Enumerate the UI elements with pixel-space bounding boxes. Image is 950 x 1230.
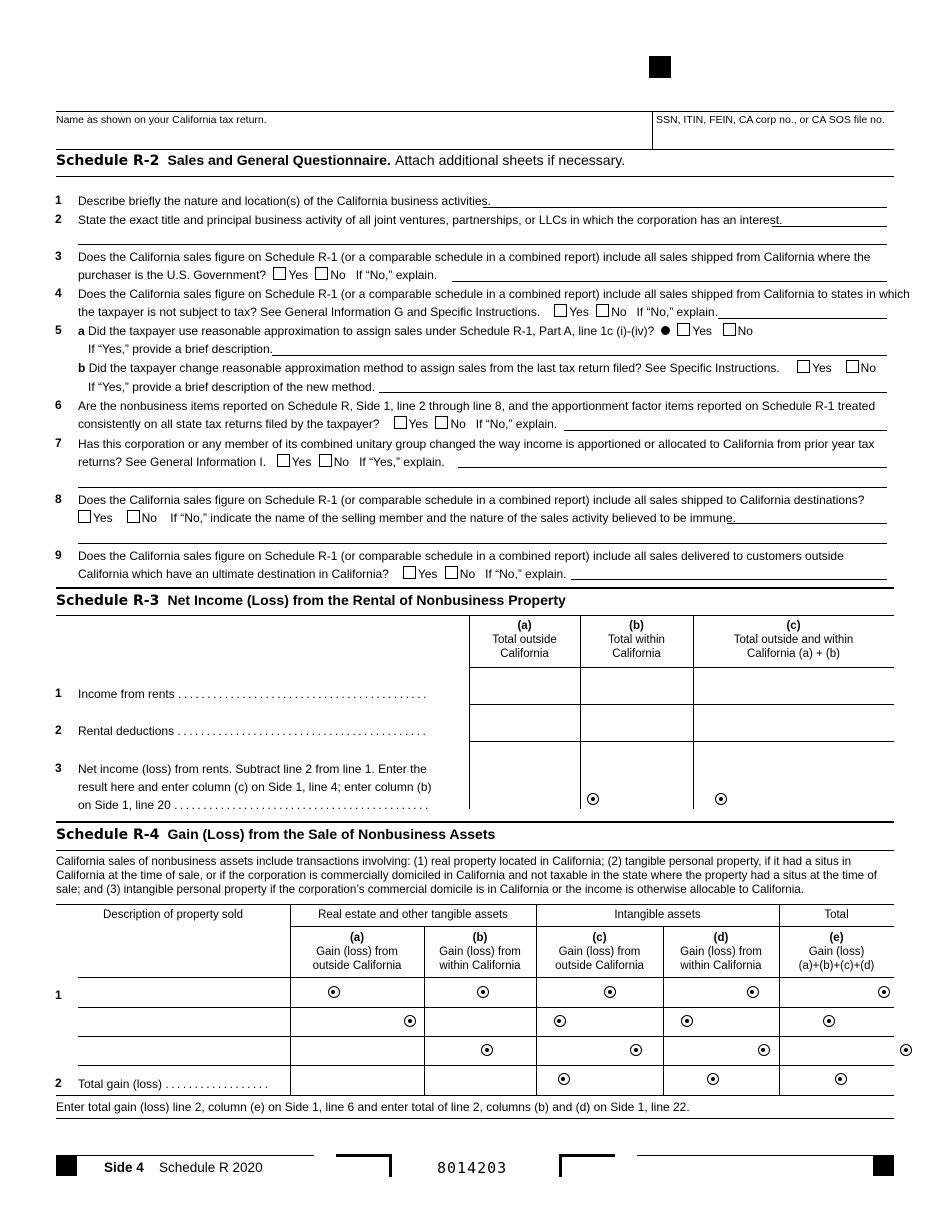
- q5a-text: Did the taxpayer use reasonable approximation to assign sales under Schedule R-1, Part A, line 1c (i)-(iv)?: [88, 324, 655, 338]
- r4-top-rule: [56, 821, 894, 823]
- r3-l1-leader: ...........................................: [178, 687, 429, 701]
- q3-no-checkbox[interactable]: [315, 267, 328, 280]
- r4-r1-a-radio[interactable]: [328, 986, 340, 998]
- r4-total-a-radio[interactable]: [558, 1073, 570, 1085]
- name-label: Name as shown on your California tax return.: [56, 114, 267, 126]
- r3-l2-text: Rental deductions: [78, 724, 175, 738]
- q7-text-2: returns? See General Information I.: [78, 455, 267, 469]
- r4-col-c-letter: (c): [592, 932, 607, 944]
- r2-code: Schedule R-2: [56, 153, 160, 169]
- r4-r1-e-radio[interactable]: [878, 986, 890, 998]
- r4-col-a-l1: Gain (loss) from: [316, 946, 398, 958]
- r3-l1-col-c-input[interactable]: [694, 668, 894, 703]
- footer-bracket-left: [336, 1154, 392, 1177]
- r3-l2-number: 2: [55, 723, 62, 737]
- r4-r1-c-radio[interactable]: [604, 986, 616, 998]
- q7-explain-label: If “Yes,” explain.: [359, 455, 445, 469]
- q5a-line: [78, 322, 753, 340]
- footer-side: Side 4: [104, 1160, 144, 1175]
- r4-heading-rule: [56, 850, 894, 851]
- id-label: SSN, ITIN, FEIN, CA corp no., or CA SOS file no.: [656, 114, 885, 126]
- q1-answer-line[interactable]: [483, 207, 887, 208]
- footer-form: Schedule R 2020: [159, 1160, 263, 1175]
- r4-row3-rule: [78, 1065, 894, 1066]
- r4-r3-d-radio[interactable]: [900, 1044, 912, 1056]
- q6-no-checkbox[interactable]: [435, 416, 448, 429]
- r3-l1-col-a-input[interactable]: [470, 668, 579, 703]
- id-input[interactable]: [654, 126, 894, 148]
- r4-total-c-radio[interactable]: [835, 1073, 847, 1085]
- r3-l2-col-a-input[interactable]: [470, 705, 579, 740]
- r4-total-rule: [56, 1095, 894, 1096]
- q5a-no-checkbox[interactable]: [723, 323, 736, 336]
- r4-header-rule: [78, 977, 894, 978]
- r4-row2-desc-input[interactable]: [78, 1009, 288, 1035]
- r2-title: Sales and General Questionnaire.: [167, 152, 391, 168]
- q5a-no-label: No: [737, 324, 753, 338]
- q3-no-label: No: [330, 268, 346, 282]
- q2-answer-line[interactable]: [772, 226, 887, 227]
- r4-real-header: Real estate and other tangible assets: [318, 909, 508, 921]
- r3-l1-text: Income from rents: [78, 687, 175, 701]
- r4-col-b-l2: within California: [439, 960, 521, 972]
- q5b-text-2: If “Yes,” provide a brief description of the new method.: [88, 380, 376, 394]
- q9-yes-label: Yes: [417, 567, 438, 581]
- q3-line-2: [78, 266, 437, 284]
- q8-answer-line-2[interactable]: [78, 543, 887, 544]
- q3-answer-line[interactable]: [452, 281, 887, 282]
- r4-intro: [56, 855, 894, 897]
- r3-col-b-letter: (b): [629, 620, 644, 632]
- r3-col-b-header: [580, 619, 693, 661]
- r3-l2-col-c-input[interactable]: [694, 705, 894, 740]
- bullet-icon: [661, 326, 670, 335]
- r4-intro-1: California sales of nonbusiness assets include transactions involving: (1) real property located in California; (2) tangible personal property, if it had a situs in: [56, 855, 852, 868]
- r3-l1-label: [78, 685, 429, 703]
- header-divider: [652, 111, 653, 149]
- footer-code: 8014203: [437, 1159, 508, 1177]
- q4-no-checkbox[interactable]: [596, 304, 609, 317]
- r4-row1-desc-input[interactable]: [78, 979, 288, 1006]
- q5-number: 5: [55, 323, 62, 337]
- r4-intro-2: California at the time of sale, or if the corporation is commercially domiciled in California and not taxable in the state where the property had a situs at the time of: [56, 869, 877, 882]
- q5b-letter: b: [78, 361, 86, 375]
- q4-explain-label: If “No,” explain.: [636, 305, 718, 319]
- q6-number: 6: [55, 398, 62, 412]
- r3-l1-number: 1: [55, 686, 62, 700]
- r4-code: Schedule R-4: [56, 827, 160, 843]
- q7-yes-checkbox[interactable]: [277, 454, 290, 467]
- r4-l2-number: 2: [55, 1076, 62, 1090]
- q2-number: 2: [55, 212, 62, 226]
- r4-col-d-letter: (d): [713, 932, 729, 944]
- q7-no-checkbox[interactable]: [319, 454, 332, 467]
- r3-l3-text-1: Net income (loss) from rents. Subtract line 2 from line 1. Enter the: [78, 762, 427, 776]
- r2-top-rule: [56, 149, 894, 150]
- q3-yes-checkbox[interactable]: [273, 267, 286, 280]
- r4-row1-rule: [78, 1007, 894, 1008]
- r4-heading: [56, 826, 495, 843]
- q5a-yes-checkbox[interactable]: [677, 323, 690, 336]
- r4-bottom-rule: [56, 1118, 894, 1119]
- r4-row3-desc-input[interactable]: [78, 1038, 288, 1064]
- r4-l2-leader: ..................: [165, 1077, 271, 1091]
- q4-answer-line[interactable]: [718, 318, 887, 319]
- r4-group-header-rule: [290, 926, 894, 927]
- r4-l2-label: [78, 1075, 270, 1093]
- r4-col-b-letter: (b): [472, 932, 488, 944]
- r3-top-rule: [56, 587, 894, 589]
- q5a-letter: a: [78, 324, 85, 338]
- r4-l2-text: Total gain (loss): [78, 1077, 163, 1091]
- header-top-rule: [56, 111, 894, 112]
- r4-r2-a-radio[interactable]: [404, 1015, 416, 1027]
- r4-table-top-rule: [56, 904, 894, 905]
- r4-col-c-header: [536, 931, 663, 973]
- footer-bracket-right: [559, 1154, 615, 1177]
- r4-col-e-letter: (e): [829, 932, 844, 944]
- q3-yes-label: Yes: [288, 268, 309, 282]
- r3-l3-text-2: result here and enter column (c) on Side 1, line 4; enter column (b): [78, 780, 432, 794]
- q6-line-2: [78, 415, 557, 433]
- q7-text-1: Has this corporation or any member of its combined unitary group changed the way income is apportioned or allocated to California from prior year tax: [78, 437, 875, 451]
- q5b-answer-line[interactable]: [379, 392, 887, 393]
- r4-desc-header: Description of property sold: [103, 909, 243, 921]
- q1-number: 1: [55, 193, 62, 207]
- r4-col-a-letter: (a): [349, 932, 365, 944]
- q8-no-label: No: [141, 511, 157, 525]
- r3-l2-col-b-input[interactable]: [581, 705, 692, 740]
- r3-col-b-l1: Total within: [608, 634, 665, 646]
- q9-text-1: Does the California sales figure on Schedule R-1 (or comparable schedule in a combined report) include all sales delivered to customers outside: [78, 549, 844, 563]
- r4-col-d-l2: within California: [680, 960, 762, 972]
- r2-heading: [56, 152, 625, 169]
- q5b-no-label: No: [860, 361, 877, 375]
- r3-l3-col-c-radio[interactable]: [715, 793, 727, 805]
- q8-text-1: Does the California sales figure on Schedule R-1 (or comparable schedule in a combined report) include all sales shipped to California destinations?: [78, 493, 865, 507]
- q8-no-checkbox[interactable]: [127, 510, 140, 523]
- q1-text: Describe briefly the nature and location(s) of the California business activities.: [78, 194, 491, 208]
- q7-no-label: No: [333, 455, 350, 469]
- q6-text-2: consistently on all state tax returns filed by the taxpayer?: [78, 417, 380, 431]
- r4-title: Gain (Loss) from the Sale of Nonbusiness Assets: [167, 826, 496, 842]
- r4-intro-3: sale; and (3) intangible personal property if the corporation’s commercial domicile is in California or the income is otherwise allocable to California.: [56, 883, 804, 896]
- q9-text-2: California which have an ultimate destination in California?: [78, 567, 389, 581]
- q8-number: 8: [55, 492, 62, 506]
- q8-yes-label: Yes: [93, 511, 113, 525]
- q3-text-1: Does the California sales figure on Schedule R-1 (or a comparable schedule in a combined report) include all sales shipped from California where the: [78, 250, 871, 264]
- q7-answer-line[interactable]: [458, 467, 887, 468]
- r4-col-a-header: [290, 931, 424, 973]
- q4-text-2: the taxpayer is not subject to tax? See General Information G and Specific Instructions.: [78, 305, 541, 319]
- q2-text: State the exact title and principal business activity of all joint ventures, partnerships, or LLCs in which the corporation has an interest.: [78, 213, 783, 227]
- r3-l3-col-b-radio[interactable]: [587, 793, 599, 805]
- r3-l3-text-3: on Side 1, line 20: [78, 798, 171, 812]
- q7-yes-label: Yes: [291, 455, 312, 469]
- q5a-yes-label: Yes: [692, 324, 712, 338]
- q6-explain-label: If “No,” explain.: [475, 417, 558, 431]
- r4-r3-c-radio[interactable]: [758, 1044, 770, 1056]
- q8-line-2: [76, 509, 736, 527]
- r4-total-header: Total: [824, 909, 849, 921]
- footer-left-rule: [56, 1155, 314, 1156]
- r4-col-b-header: [424, 931, 536, 973]
- q9-no-label: No: [459, 567, 476, 581]
- r4-r2-c-radio[interactable]: [681, 1015, 693, 1027]
- q6-yes-checkbox[interactable]: [394, 416, 407, 429]
- q3-text-2: purchaser is the U.S. Government?: [78, 268, 267, 282]
- q6-text-1: Are the nonbusiness items reported on Schedule R, Side 1, line 2 through line 8, and the apportionment factor items reported on Schedule R-1 treated: [78, 399, 876, 413]
- q9-explain-label: If “No,” explain.: [485, 567, 567, 581]
- q5b-line: [78, 359, 876, 377]
- r4-r1-b-radio[interactable]: [477, 986, 489, 998]
- r4-col-e-l2: (a)+(b)+(c)+(d): [798, 960, 875, 972]
- footer-right-mark: [873, 1155, 894, 1176]
- r4-col-c-l1: Gain (loss) from: [558, 946, 641, 958]
- r4-intangible-header: Intangible assets: [614, 909, 701, 921]
- r2-heading-rule: [56, 176, 894, 177]
- q4-yes-label: Yes: [569, 305, 589, 319]
- footer-right-rule: [637, 1155, 894, 1156]
- r3-col-a-l1: Total outside: [492, 634, 557, 646]
- q8-answer-line[interactable]: [727, 523, 887, 524]
- q6-yes-label: Yes: [408, 417, 429, 431]
- r3-col-a-header: [469, 619, 580, 661]
- q6-no-label: No: [450, 417, 466, 431]
- r3-col-b-l2: California: [612, 648, 661, 660]
- r4-r1-d-radio[interactable]: [747, 986, 759, 998]
- q4-no-label: No: [611, 305, 627, 319]
- q9-number: 9: [55, 548, 62, 562]
- r4-r2-d-radio[interactable]: [823, 1015, 835, 1027]
- r3-l1-col-b-input[interactable]: [581, 668, 692, 703]
- r3-col-c-l1: Total outside and within: [733, 634, 854, 646]
- r4-col-a-l2: outside California: [312, 960, 402, 972]
- q4-line-2: [78, 303, 718, 321]
- q9-answer-line[interactable]: [571, 579, 887, 580]
- r3-title: Net Income (Loss) from the Rental of Nonbusiness Property: [167, 592, 566, 608]
- r3-col-c-l2: California (a) + (b): [747, 648, 840, 660]
- r3-col-a-letter: (a): [517, 620, 532, 632]
- r3-l3-number: 3: [55, 761, 62, 775]
- r4-col-b-l1: Gain (loss) from: [439, 946, 521, 958]
- r4-col-d-header: [663, 931, 779, 973]
- q4-text-1: Does the California sales figure on Schedule R-1 (or a comparable schedule in a combined report) include all sales shipped from California to states in which: [78, 287, 910, 301]
- q3-explain-label: If “No,” explain.: [355, 268, 438, 282]
- q4-number: 4: [55, 286, 62, 300]
- q2-answer-line-2[interactable]: [78, 244, 887, 245]
- q5b-yes-checkbox[interactable]: [797, 360, 810, 373]
- r4-r2-b-radio[interactable]: [554, 1015, 566, 1027]
- r3-l3-label-3: [78, 796, 431, 814]
- q6-answer-line[interactable]: [564, 430, 887, 431]
- r3-l3-col-a-input[interactable]: [470, 742, 579, 808]
- r3-heading-rule: [56, 615, 894, 616]
- q8-yes-checkbox[interactable]: [78, 510, 91, 523]
- r4-total-b-radio[interactable]: [707, 1073, 719, 1085]
- r3-l2-leader: ...........................................: [177, 724, 429, 738]
- registration-mark: [649, 56, 671, 78]
- r4-r3-a-radio[interactable]: [481, 1044, 493, 1056]
- name-input[interactable]: [56, 126, 650, 148]
- r4-col-c-l2: outside California: [555, 960, 644, 972]
- r4-row2-rule: [78, 1036, 894, 1037]
- q5a-text-2: If “Yes,” provide a brief description.: [88, 342, 273, 356]
- footer-left-mark: [56, 1155, 77, 1176]
- q5b-text: Did the taxpayer change reasonable approximation method to assign sales from the last tax return filed? See Specific Instructions.: [88, 361, 780, 375]
- q7-answer-line-2[interactable]: [78, 487, 887, 488]
- r4-r3-b-radio[interactable]: [630, 1044, 642, 1056]
- r4-col-d-l1: Gain (loss) from: [680, 946, 762, 958]
- q4-yes-checkbox[interactable]: [554, 304, 567, 317]
- q9-yes-checkbox[interactable]: [403, 566, 416, 579]
- q9-no-checkbox[interactable]: [445, 566, 458, 579]
- r3-col-a-l2: California: [500, 648, 549, 660]
- r4-col-e-l1: Gain (loss): [808, 946, 865, 958]
- r2-subtitle: Attach additional sheets if necessary.: [395, 152, 626, 168]
- r3-heading: [56, 592, 566, 609]
- r3-col-c-letter: (c): [786, 620, 801, 632]
- q9-line-2: [78, 565, 567, 583]
- r4-footer-note: Enter total gain (loss) line 2, column (e) on Side 1, line 6 and enter total of line 2, columns (b) and (d) on Side 1, line 22.: [56, 1100, 690, 1114]
- r4-l1-number: 1: [55, 988, 62, 1002]
- r3-l3-leader: ............................................: [174, 798, 431, 812]
- r3-col-c-header: [693, 619, 894, 661]
- q5b-yes-label: Yes: [812, 361, 832, 375]
- q8-explain-label: If “No,” indicate the name of the selling member and the nature of the sales activity believed to be immune.: [170, 511, 736, 525]
- q5b-no-checkbox[interactable]: [846, 360, 859, 373]
- q7-line-2: [78, 453, 445, 471]
- r3-l2-label: [78, 722, 428, 740]
- q7-number: 7: [55, 436, 62, 450]
- r4-col-e-header: [779, 931, 894, 973]
- q3-number: 3: [55, 249, 62, 263]
- r3-code: Schedule R-3: [56, 593, 160, 609]
- q5a-answer-line[interactable]: [272, 355, 887, 356]
